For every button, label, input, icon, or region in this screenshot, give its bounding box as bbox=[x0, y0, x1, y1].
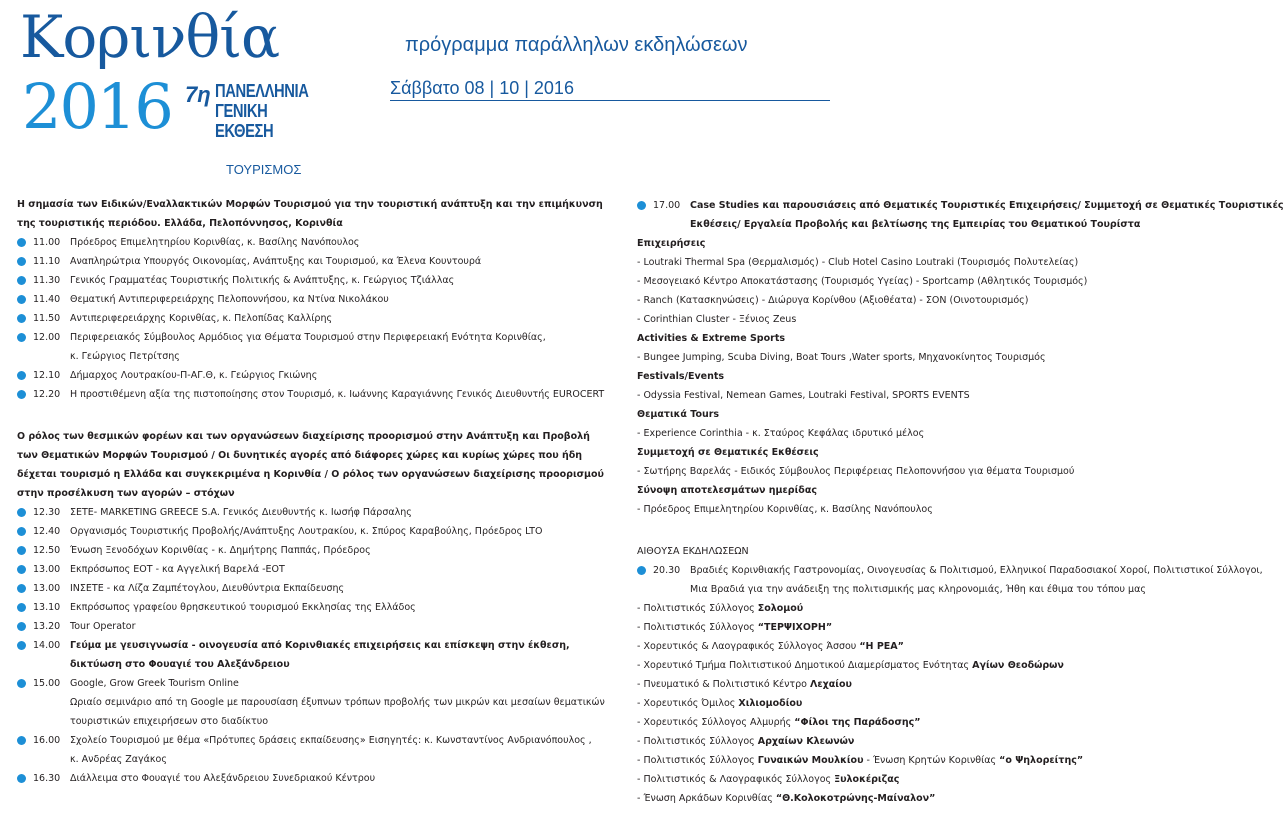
topic-heading: στην προσέλκυση των αγορών – στόχων bbox=[17, 488, 235, 499]
topic-heading: των Θεματικών Μορφών Τουρισμού / Οι δυνητικές αγορές από διάφορες χώρες και κυρίως χώρες που ήδη bbox=[17, 450, 583, 461]
bullet-icon bbox=[17, 276, 26, 285]
bullet-icon bbox=[17, 314, 26, 323]
bullet-icon bbox=[637, 201, 646, 210]
schedule-item-continuation: Ωριαίο σεμινάριο από τη Google με παρουσίαση έξυπνων τρόπων προβολής των μικρών και μεσαίων θεματικών bbox=[70, 697, 605, 708]
left-column bbox=[17, 195, 607, 788]
schedule-item: 12.30 ΣΕΤΕ- MARKETING GREECE S.A. Γενικός Διευθυντής κ. Ιωσήφ Πάρσαλης bbox=[17, 503, 607, 522]
bullet-icon bbox=[17, 679, 26, 688]
club-line: - Πνευματικό & Πολιτιστικό Κέντρο Λεχαίου bbox=[637, 679, 852, 690]
program-title: πρόγραμμα παράλληλων εκδηλώσεων bbox=[405, 34, 748, 56]
bullet-icon bbox=[17, 603, 26, 612]
logo-edition: 7η bbox=[185, 82, 211, 107]
category-line: - Loutraki Thermal Spa (Θερμαλισμός) - Club Hotel Casino Loutraki (Τουρισμός Πολυτελείας) bbox=[637, 257, 1079, 268]
club-line: - Χορευτικός Όμιλος Χιλιομοδίου bbox=[637, 698, 803, 709]
schedule-item: 11.50 Αντιπεριφερειάρχης Κορινθίας, κ. Πελοπίδας Καλλίρης bbox=[17, 309, 607, 328]
bullet-icon bbox=[17, 546, 26, 555]
schedule-item-continuation: κ. Γεώργιος Πετρίτσης bbox=[70, 351, 180, 362]
bullet-icon bbox=[17, 584, 26, 593]
bullet-icon bbox=[17, 622, 26, 631]
logo-wordmark: Κορινθία bbox=[20, 3, 280, 71]
schedule-item-continuation: Μια Βραδιά για την ανάδειξη της πολιτισμικής μας κληρονομιάς, Ήθη και έθιμα του τόπου μας bbox=[690, 584, 1146, 595]
category-line: - Odyssia Festival, Nemean Games, Loutraki Festival, SPORTS EVENTS bbox=[637, 390, 970, 401]
club-line: - Χορευτικός Σύλλογος Αλμυρής “Φίλοι της Παράδοσης” bbox=[637, 717, 921, 728]
schedule-item: 20.30 Βραδιές Κορινθιακής Γαστρονομίας, Οινογευσίας & Πολιτισμού, Ελληνικοί Παραδοσιακοί Χοροί, Πολιτιστικοί Σύλλογοι, bbox=[637, 561, 1223, 580]
club-line: - Πολιτιστικός Σύλλογος Γυναικών Μουλκίου - Ένωση Κρητών Κορινθίας “ο Ψηλορείτης” bbox=[637, 755, 1084, 766]
schedule-item: 12.50 Ένωση Ξενοδόχων Κορινθίας - κ. Δημήτρης Παππάς, Πρόεδρος bbox=[17, 541, 607, 560]
expo-logo bbox=[20, 3, 320, 158]
club-line: - Πολιτιστικός Σύλλογος Αρχαίων Κλεωνών bbox=[637, 736, 855, 747]
category-line: - Corinthian Cluster - Ξένιος Zeus bbox=[637, 314, 797, 325]
bullet-icon bbox=[17, 371, 26, 380]
right-column bbox=[637, 196, 1284, 808]
bullet-icon bbox=[637, 566, 646, 575]
schedule-item: 12.00 Περιφερειακός Σύμβουλος Αρμόδιος για Θέματα Τουρισμού στην Περιφερειακή Ενότητα Κορινθίας, bbox=[17, 328, 607, 347]
category-line: - Experience Corinthia - κ. Σταύρος Κεφάλας ιδρυτικό μέλος bbox=[637, 428, 925, 439]
schedule-item: 11.30 Γενικός Γραμματέας Τουριστικής Πολιτικής & Ανάπτυξης, κ. Γεώργιος Τζιάλλας bbox=[17, 271, 607, 290]
bullet-icon bbox=[17, 257, 26, 266]
category-heading: Θεματικά Tours bbox=[637, 409, 720, 420]
club-line: - Πολιτιστικός Σύλλογος Σολομού bbox=[637, 603, 804, 614]
schedule-item: 17.00 Case Studies και παρουσιάσεις από Θεματικές Τουριστικές Επιχειρήσεις/ Συμμετοχή σε Θεματικές Τουριστικές bbox=[637, 196, 1223, 215]
category-heading: Συμμετοχή σε Θεματικές Εκθέσεις bbox=[637, 447, 819, 458]
schedule-item: 12.40 Οργανισμός Τουριστικής Προβολής/Ανάπτυξης Λουτρακίου, κ. Σπύρος Καραβούλης, Πρόεδρος LTO bbox=[17, 522, 607, 541]
schedule-item: 13.20 Tour Operator bbox=[17, 617, 607, 636]
bullet-icon bbox=[17, 774, 26, 783]
club-line: - Πολιτιστικός Σύλλογος “ΤΕΡΨΙΧΟΡΗ” bbox=[637, 622, 833, 633]
bullet-icon bbox=[17, 565, 26, 574]
bullet-icon bbox=[17, 508, 26, 517]
topic-heading: της τουριστικής περιόδου. Ελλάδα, Πελοπόννησος, Κορινθία bbox=[17, 218, 343, 229]
schedule-item: 11.10 Αναπληρώτρια Υπουργός Οικονομίας, Ανάπτυξης και Τουρισμού, κα Έλενα Κουντουρά bbox=[17, 252, 607, 271]
bullet-icon bbox=[17, 295, 26, 304]
logo-expo-line: ΓΕΝΙΚΗ bbox=[215, 101, 268, 121]
bullet-icon bbox=[17, 333, 26, 342]
bullet-icon bbox=[17, 641, 26, 650]
bullet-icon bbox=[17, 238, 26, 247]
category-line: - Bungee Jumping, Scuba Diving, Boat Tours ,Water sports, Μηχανοκίνητος Τουρισμός bbox=[637, 352, 1046, 363]
category-heading: Επιχειρήσεις bbox=[637, 238, 706, 249]
topic-heading: Ο ρόλος των θεσμικών φορέων και των οργανώσεων διαχείρισης προορισμού στην Ανάπτυξη και Προβολή bbox=[17, 431, 590, 442]
category-line: - Μεσογειακό Κέντρο Αποκατάστασης (Τουρισμός Υγείας) - Sportcamp (Αθλητικός Τουρισμός) bbox=[637, 276, 1088, 287]
schedule-item-continuation: Εκθέσεις/ Εργαλεία Προβολής και βελτίωσης της Εμπειρίας του Θεματικού Τουρίστα bbox=[690, 219, 1141, 230]
schedule-item: 11.40 Θεματική Αντιπεριφερειάρχης Πελοποννήσου, κα Ντίνα Νικολάκου bbox=[17, 290, 607, 309]
schedule-item: 12.20 Η προστιθέμενη αξία της πιστοποίησης στον Τουρισμό, κ. Ιωάννης Καραγιάννης Γενικός Διευθυντής EUROCERT bbox=[17, 385, 607, 404]
category-heading: Festivals/Events bbox=[637, 371, 725, 382]
schedule-item: 12.10 Δήμαρχος Λουτρακίου-Π-ΑΓ.Θ, κ. Γεώργιος Γκιώνης bbox=[17, 366, 607, 385]
program-date: Σάββατο 08 | 10 | 2016 bbox=[390, 78, 830, 101]
bullet-icon bbox=[17, 527, 26, 536]
topic-heading: Η σημασία των Ειδικών/Εναλλακτικών Μορφών Τουρισμού για την τουριστική ανάπτυξη και την επιμήκυνση bbox=[17, 199, 603, 210]
club-line: - Ένωση Αρκάδων Κορινθίας “Θ.Κολοκοτρώνης-Μαίναλον” bbox=[637, 793, 936, 804]
category-line: - Πρόεδρος Επιμελητηρίου Κορινθίας, κ. Βασίλης Νανόπουλος bbox=[637, 504, 933, 515]
logo-expo-line: ΕΚΘΕΣΗ bbox=[215, 121, 274, 141]
club-line: - Χορευτικός & Λαογραφικός Σύλλογος Άσσου “Η ΡΕΑ” bbox=[637, 641, 904, 652]
logo-expo-line: ΠΑΝΕΛΛΗΝΙΑ bbox=[215, 81, 309, 101]
schedule-item: 13.00 Εκπρόσωπος ΕΟΤ - κα Αγγελική Βαρελά -ΕΟΤ bbox=[17, 560, 607, 579]
hall-heading: ΑΙΘΟΥΣΑ ΕΚΔΗΛΩΣΕΩΝ bbox=[637, 546, 749, 557]
schedule-item-continuation: κ. Ανδρέας Ζαγάκος bbox=[70, 754, 167, 765]
club-line: - Χορευτικό Τμήμα Πολιτιστικού Δημοτικού Διαμερίσματος Ενότητας Αγίων Θεοδώρων bbox=[637, 660, 1064, 671]
schedule-item: 13.10 Εκπρόσωπος γραφείου θρησκευτικού τουρισμού Εκκλησίας της Ελλάδος bbox=[17, 598, 607, 617]
schedule-item: 13.00 ΙΝΣΕΤΕ - κα Λίζα Ζαμπέτογλου, Διευθύντρια Εκπαίδευσης bbox=[17, 579, 607, 598]
schedule-item: 15.00 Google, Grow Greek Tourism Online bbox=[17, 674, 607, 693]
schedule-item-continuation: δικτύωση στο Φουαγιέ του Αλεξάνδρειου bbox=[70, 659, 290, 670]
bullet-icon bbox=[17, 736, 26, 745]
club-line: - Πολιτιστικός & Λαογραφικός Σύλλογος Ξυλοκέριζας bbox=[637, 774, 900, 785]
category-heading: Activities & Extreme Sports bbox=[637, 333, 786, 344]
logo-year: 2016 bbox=[22, 70, 172, 143]
category-line: - Σωτήρης Βαρελάς - Ειδικός Σύμβουλος Περιφέρειας Πελοποννήσου για θέματα Τουρισμού bbox=[637, 466, 1075, 477]
logo-expo-title bbox=[215, 81, 308, 141]
schedule-item-continuation: τουριστικών επιχειρήσεων στο διαδίκτυο bbox=[70, 716, 269, 727]
schedule-item: 11.00 Πρόεδρος Επιμελητηρίου Κορινθίας, κ. Βασίλης Νανόπουλος bbox=[17, 233, 607, 252]
schedule-item: 16.00 Σχολείο Τουρισμού με θέμα «Πρότυπες δράσεις εκπαίδευσης» Εισηγητές: κ. Κωνσταντίνος Ανδριανόπουλος , bbox=[17, 731, 607, 750]
schedule-item: 16.30 Διάλλειμα στο Φουαγιέ του Αλεξάνδρειου Συνεδριακού Κέντρου bbox=[17, 769, 607, 788]
category-line: - Ranch (Κατασκηνώσεις) - Διώρυγα Κορίνθου (Αξιοθέατα) - ΣΟΝ (Οινοτουρισμός) bbox=[637, 295, 1029, 306]
topic-heading: δέχεται τουρισμό η Ελλάδα και συγκεκριμένα η Κορινθία / Ο ρόλος των οργανώσεων διαχείρισης προορισμού bbox=[17, 469, 604, 480]
category-heading: Σύνοψη αποτελεσμάτων ημερίδας bbox=[637, 485, 817, 496]
bullet-icon bbox=[17, 390, 26, 399]
schedule-item: 14.00 Γεύμα με γευσιγνωσία - οινογευσία από Κορινθιακές επιχειρήσεις και επίσκεψη στην έκθεση, bbox=[17, 636, 607, 655]
section-heading: ΤΟΥΡΙΣΜΟΣ bbox=[226, 162, 302, 177]
